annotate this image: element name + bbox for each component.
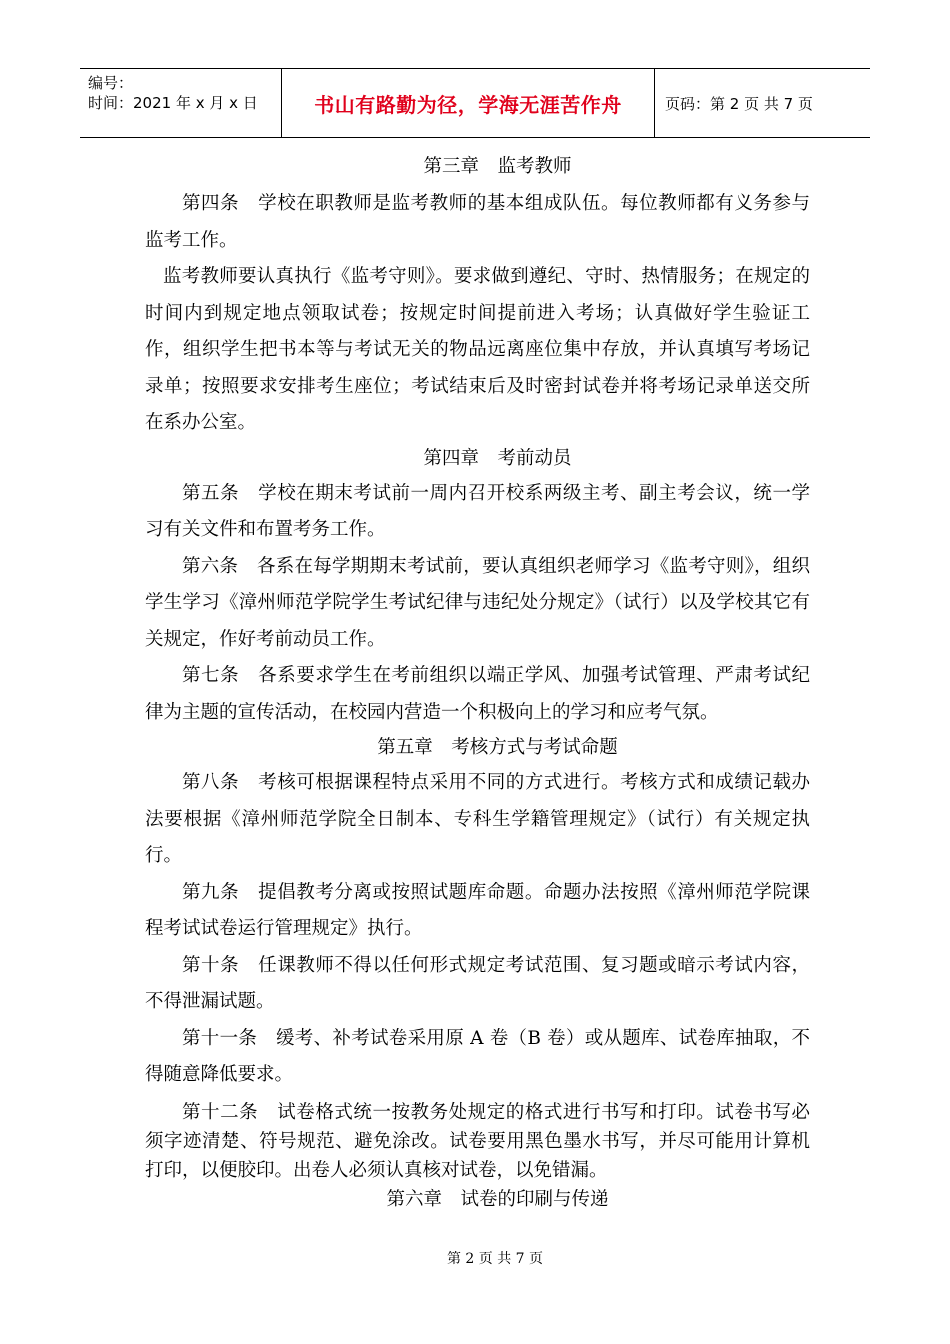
- article-paragraph: 第十二条 试卷格式统一按教务处规定的格式进行书写和打印。试卷书写必须字迹清楚、符号规范、避免涂改。试卷要用黑色墨水书写，并尽可能用计算机打印，以便胶印。出卷人必须认真核对试卷，以免错漏。: [145, 1101, 810, 1181]
- header-page-number: 页码：第 2 页 共 7 页: [665, 94, 813, 113]
- article-paragraph: 第九条 提倡教考分离或按照试题库命题。命题办法按照《漳州师范学院课程考试试卷运行管理规定》执行。: [145, 881, 810, 939]
- chapter-heading: 第三章 监考教师: [423, 156, 572, 177]
- document-date-label: 时间：2021 年 x 月 x 日: [88, 94, 258, 112]
- article-paragraph: 第四条 学校在职教师是监考教师的基本组成队伍。每位教师都有义务参与监考工作。: [145, 193, 810, 251]
- header-meta-cell: [80, 69, 282, 137]
- article-paragraph: 第六条 各系在每学期期末考试前，要认真组织老师学习《监考守则》，组织学生学习《漳州师范学院学生考试纪律与违纪处分规定》（试行）以及学校其它有关规定，作好考前动员工作。: [145, 555, 810, 650]
- header-motto: 书山有路勤为径，学海无涯苦作舟: [282, 69, 655, 137]
- article-paragraph: 第十条 任课教师不得以任何形式规定考试范围、复习题或暗示考试内容，不得泄漏试题。: [145, 954, 810, 1012]
- document-number-label: 编号：: [88, 74, 134, 92]
- chapter-heading: 第五章 考核方式与考试命题: [377, 737, 618, 758]
- document-body: [145, 150, 810, 1215]
- chapter-heading: 第六章 试卷的印刷与传递: [386, 1188, 609, 1210]
- chapter-heading: 第四章 考前动员: [423, 447, 572, 469]
- article-paragraph: 第五条 学校在期末考试前一周内召开校系两级主考、副主考会议，统一学习有关文件和布置考务工作。: [145, 482, 810, 540]
- page-footer: 第 2 页 共 7 页: [446, 1251, 544, 1267]
- article-paragraph: 第七条 各系要求学生在考前组织以端正学风、加强考试管理、严肃考试纪律为主题的宣传活动，在校园内营造一个积极向上的学习和应考气氛。: [145, 665, 810, 723]
- article-paragraph: 第十一条 缓考、补考试卷采用原 A 卷（B 卷）或从题库、试卷库抽取，不得随意降低要求。: [145, 1027, 810, 1085]
- page-header: [80, 68, 870, 138]
- article-paragraph: 监考教师要认真执行《监考守则》。要求做到遵纪、守时、热情服务；在规定的时间内到规定地点领取试卷；按规定时间提前进入考场；认真做好学生验证工作，组织学生把书本等与考试无关的物品远离座位集中存放，并认真填写考场记录单；按照要求安排考生座位；考试结束后及时密封试卷并将考场记录单送交所在系办公室。: [145, 266, 810, 433]
- article-paragraph: 第八条 考核可根据课程特点采用不同的方式进行。考核方式和成绩记载办法要根据《漳州师范学院全日制本、专科生学籍管理规定》（试行）有关规定执行。: [145, 772, 810, 866]
